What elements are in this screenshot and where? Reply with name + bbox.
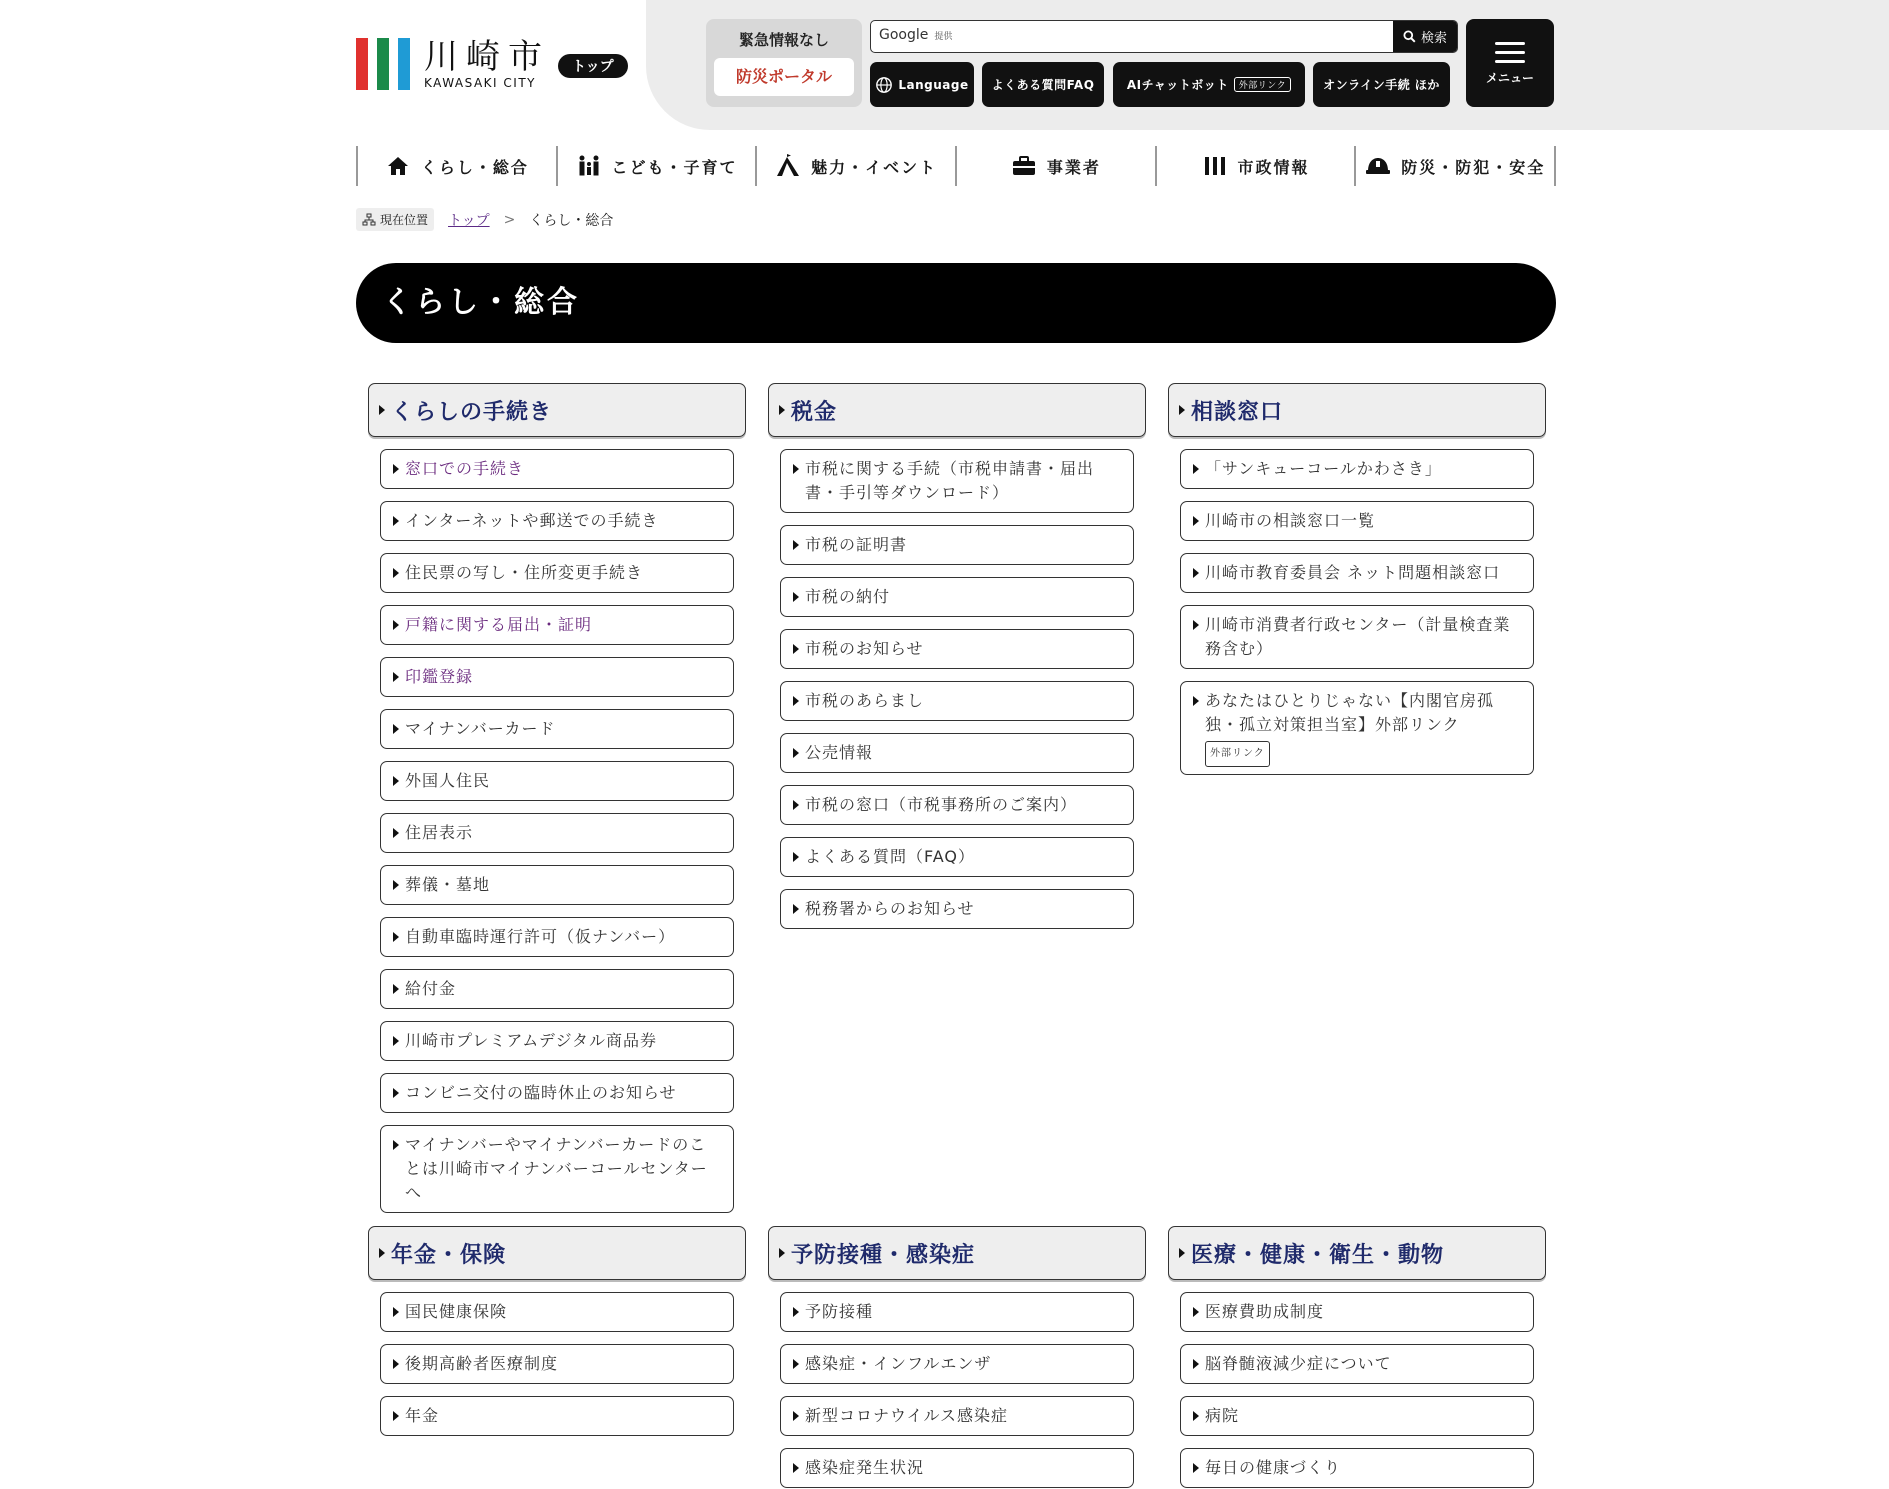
link-label: コンビニ交付の臨時休止のお知らせ bbox=[405, 1083, 677, 1102]
triangle-right-icon bbox=[1193, 464, 1199, 474]
link-label: 川崎市教育委員会 ネット問題相談窓口 bbox=[1205, 563, 1501, 582]
category-link[interactable] bbox=[1180, 605, 1534, 669]
link-label: 公売情報 bbox=[805, 743, 874, 762]
pillars-icon bbox=[1202, 153, 1228, 179]
category-link[interactable] bbox=[380, 501, 734, 541]
breadcrumb-current: くらし・総合 bbox=[529, 212, 614, 229]
category-link-list bbox=[1180, 1292, 1534, 1488]
link-label: 税務署からのお知らせ bbox=[805, 899, 975, 918]
link-label: インターネットや郵送での手続き bbox=[405, 511, 659, 530]
external-link-badge: 外部リンク bbox=[1234, 77, 1291, 92]
category-link[interactable] bbox=[780, 681, 1134, 721]
triangle-right-icon bbox=[393, 1359, 399, 1369]
triangle-right-icon bbox=[379, 405, 385, 415]
category-link[interactable] bbox=[380, 1292, 734, 1332]
category-link-list bbox=[780, 449, 1134, 929]
category-link[interactable] bbox=[380, 605, 734, 645]
language-button[interactable]: Language bbox=[870, 62, 974, 107]
emergency-status: 緊急情報なし bbox=[738, 31, 829, 49]
gnav-item-children[interactable]: こども・子育て bbox=[556, 146, 756, 186]
category-link[interactable] bbox=[780, 629, 1134, 669]
search-input[interactable]: Google 提供 bbox=[879, 27, 953, 43]
triangle-right-icon bbox=[379, 1248, 385, 1258]
disaster-portal-button[interactable]: 防災ポータル bbox=[714, 58, 854, 96]
breadcrumb-separator: > bbox=[503, 211, 516, 228]
logo-kanji: 川崎市 bbox=[424, 37, 550, 77]
helmet-icon bbox=[1365, 153, 1391, 179]
link-label: 脳脊髄液減少症について bbox=[1205, 1354, 1392, 1373]
search-icon bbox=[1403, 30, 1416, 43]
triangle-right-icon bbox=[393, 1140, 399, 1150]
triangle-right-icon bbox=[393, 568, 399, 578]
triangle-right-icon bbox=[1193, 1359, 1199, 1369]
triangle-right-icon bbox=[1193, 696, 1199, 706]
triangle-right-icon bbox=[1193, 1307, 1199, 1317]
external-link-badge: 外部リンク bbox=[1205, 741, 1270, 767]
triangle-right-icon bbox=[793, 1411, 799, 1421]
triangle-right-icon bbox=[793, 644, 799, 654]
link-label: 医療費助成制度 bbox=[1205, 1302, 1325, 1321]
category-link[interactable] bbox=[380, 813, 734, 853]
link-label: 住民票の写し・住所変更手続き bbox=[405, 563, 644, 582]
category-link[interactable] bbox=[780, 733, 1134, 773]
category-section bbox=[768, 383, 1146, 941]
category-title: くらしの手続き bbox=[391, 399, 553, 425]
category-link[interactable] bbox=[780, 1344, 1134, 1384]
category-link[interactable] bbox=[780, 1292, 1134, 1332]
triangle-right-icon bbox=[393, 776, 399, 786]
emergency-box bbox=[706, 19, 862, 107]
link-label: 川崎市プレミアムデジタル商品券 bbox=[405, 1031, 657, 1050]
category-section bbox=[368, 1226, 746, 1448]
link-label: 市税に関する手続（市税申請書・届出書・手引等ダウンロード） bbox=[805, 459, 1095, 502]
link-label: 市税のあらまし bbox=[805, 691, 925, 710]
triangle-right-icon bbox=[1193, 1411, 1199, 1421]
category-section bbox=[1168, 1226, 1546, 1489]
triangle-right-icon bbox=[393, 620, 399, 630]
link-label: 市税のお知らせ bbox=[805, 639, 924, 658]
link-label: 葬儀・墓地 bbox=[405, 875, 491, 894]
gnav-item-city-info[interactable]: 市政情報 bbox=[1155, 146, 1355, 186]
link-label: 感染症発生状況 bbox=[805, 1458, 925, 1477]
category-section bbox=[768, 1226, 1146, 1489]
category-link[interactable] bbox=[1180, 1344, 1534, 1384]
link-label: 給付金 bbox=[405, 979, 457, 998]
link-label: あなたはひとりじゃない【内閣官房孤独・孤立対策担当室】外部リンク bbox=[1205, 691, 1495, 734]
link-label: 窓口での手続き bbox=[405, 459, 525, 478]
link-label: 新型コロナウイルス感染症 bbox=[805, 1406, 1009, 1425]
link-label: よくある質問（FAQ） bbox=[805, 847, 975, 866]
category-heading[interactable] bbox=[768, 383, 1146, 437]
page-title: くらし・総合 bbox=[356, 263, 1556, 343]
link-label: 戸籍に関する届出・証明 bbox=[405, 615, 593, 634]
link-label: マイナンバーカード bbox=[405, 719, 556, 738]
site-logo[interactable] bbox=[356, 38, 550, 90]
mountain-flag-icon bbox=[775, 153, 801, 179]
triangle-right-icon bbox=[393, 464, 399, 474]
category-link[interactable] bbox=[780, 525, 1134, 565]
category-link[interactable] bbox=[1180, 1292, 1534, 1332]
category-title: 相談窓口 bbox=[1191, 399, 1284, 425]
family-icon bbox=[576, 153, 602, 179]
link-label: 「サンキューコールかわさき」 bbox=[1205, 459, 1442, 478]
briefcase-icon bbox=[1011, 153, 1037, 179]
link-label: 住居表示 bbox=[405, 823, 474, 842]
gnav-item-safety[interactable]: 防災・防犯・安全 bbox=[1354, 146, 1556, 186]
triangle-right-icon bbox=[393, 1411, 399, 1421]
category-link[interactable] bbox=[780, 837, 1134, 877]
triangle-right-icon bbox=[393, 932, 399, 942]
triangle-right-icon bbox=[793, 1359, 799, 1369]
house-icon bbox=[385, 153, 411, 179]
category-link[interactable] bbox=[780, 785, 1134, 825]
category-link-list bbox=[380, 1292, 734, 1436]
triangle-right-icon bbox=[793, 852, 799, 862]
search-button[interactable]: 検索 bbox=[1393, 21, 1457, 52]
triangle-right-icon bbox=[793, 696, 799, 706]
triangle-right-icon bbox=[1193, 620, 1199, 630]
online-procedures-button[interactable]: オンライン手続 ほか bbox=[1313, 62, 1450, 107]
logo-roman: KAWASAKI CITY bbox=[424, 76, 536, 90]
category-link[interactable] bbox=[380, 969, 734, 1009]
category-section bbox=[368, 383, 746, 1225]
gnav-item-attractions[interactable]: 魅力・イベント bbox=[755, 146, 955, 186]
category-link[interactable] bbox=[1180, 501, 1534, 541]
triangle-right-icon bbox=[779, 1248, 785, 1258]
category-title: 医療・健康・衛生・動物 bbox=[1191, 1242, 1445, 1268]
category-link[interactable] bbox=[380, 553, 734, 593]
category-title: 税金 bbox=[791, 399, 838, 425]
link-label: 市税の証明書 bbox=[805, 535, 908, 554]
global-nav bbox=[356, 146, 1556, 186]
logo-bars bbox=[356, 38, 410, 90]
triangle-right-icon bbox=[793, 1307, 799, 1317]
category-title: 年金・保険 bbox=[391, 1242, 507, 1268]
category-heading[interactable] bbox=[1168, 1226, 1546, 1280]
triangle-right-icon bbox=[793, 748, 799, 758]
top-link[interactable]: トップ bbox=[558, 54, 628, 78]
triangle-right-icon bbox=[393, 1036, 399, 1046]
hamburger-icon bbox=[1495, 42, 1525, 63]
category-link[interactable] bbox=[380, 761, 734, 801]
category-section bbox=[1168, 383, 1546, 787]
ai-chatbot-button[interactable]: AIチャットボット 外部リンク bbox=[1113, 62, 1305, 107]
category-link[interactable] bbox=[780, 1396, 1134, 1436]
faq-button[interactable]: よくある質問FAQ bbox=[982, 62, 1104, 107]
link-label: 市税の窓口（市税事務所のご案内） bbox=[805, 795, 1078, 814]
category-link[interactable] bbox=[1180, 449, 1534, 489]
link-label: 感染症・インフルエンザ bbox=[805, 1354, 992, 1373]
triangle-right-icon bbox=[393, 1307, 399, 1317]
breadcrumb bbox=[356, 208, 613, 231]
sitemap-icon bbox=[362, 213, 376, 227]
triangle-right-icon bbox=[1193, 516, 1199, 526]
category-link[interactable] bbox=[380, 657, 734, 697]
category-link[interactable] bbox=[1180, 681, 1534, 775]
gnav-item-business[interactable]: 事業者 bbox=[955, 146, 1155, 186]
triangle-right-icon bbox=[793, 904, 799, 914]
link-label: 印鑑登録 bbox=[405, 667, 474, 686]
link-label: 外国人住民 bbox=[405, 771, 491, 790]
link-label: 国民健康保険 bbox=[405, 1302, 508, 1321]
category-heading[interactable] bbox=[768, 1226, 1146, 1280]
gnav-item-living[interactable]: くらし・総合 bbox=[356, 146, 556, 186]
category-link[interactable] bbox=[380, 917, 734, 957]
category-link[interactable] bbox=[1180, 1396, 1534, 1436]
category-link[interactable] bbox=[780, 449, 1134, 513]
link-label: 病院 bbox=[1205, 1406, 1240, 1425]
triangle-right-icon bbox=[793, 1463, 799, 1473]
triangle-right-icon bbox=[1193, 1463, 1199, 1473]
link-label: 年金 bbox=[405, 1406, 440, 1425]
category-title: 予防接種・感染症 bbox=[791, 1242, 976, 1268]
category-link[interactable] bbox=[380, 1073, 734, 1113]
category-link[interactable] bbox=[380, 1021, 734, 1061]
link-label: 毎日の健康づくり bbox=[1205, 1458, 1342, 1477]
search-box bbox=[870, 20, 1458, 53]
category-heading[interactable] bbox=[368, 1226, 746, 1280]
category-link[interactable] bbox=[1180, 1448, 1534, 1488]
category-link-list bbox=[1180, 449, 1534, 775]
category-heading[interactable] bbox=[1168, 383, 1546, 437]
triangle-right-icon bbox=[779, 405, 785, 415]
link-label: 川崎市の相談窓口一覧 bbox=[1205, 511, 1376, 530]
link-label: 市税の納付 bbox=[805, 587, 891, 606]
triangle-right-icon bbox=[793, 592, 799, 602]
globe-icon bbox=[875, 76, 893, 94]
triangle-right-icon bbox=[793, 464, 799, 474]
category-heading[interactable] bbox=[368, 383, 746, 437]
category-link[interactable] bbox=[380, 865, 734, 905]
triangle-right-icon bbox=[393, 828, 399, 838]
link-label: 川崎市消費者行政センター（計量検査業務含む） bbox=[1205, 615, 1511, 658]
category-link[interactable] bbox=[780, 889, 1134, 929]
category-link-list bbox=[380, 449, 734, 1213]
triangle-right-icon bbox=[1193, 568, 1199, 578]
category-link[interactable] bbox=[1180, 553, 1534, 593]
triangle-right-icon bbox=[393, 1088, 399, 1098]
triangle-right-icon bbox=[793, 540, 799, 550]
link-label: 自動車臨時運行許可（仮ナンバー） bbox=[405, 927, 676, 946]
link-label: 予防接種 bbox=[805, 1302, 874, 1321]
triangle-right-icon bbox=[1179, 1248, 1185, 1258]
triangle-right-icon bbox=[393, 880, 399, 890]
triangle-right-icon bbox=[393, 516, 399, 526]
current-location-label: 現在位置 bbox=[356, 208, 434, 231]
breadcrumb-top-link[interactable]: トップ bbox=[448, 212, 490, 229]
triangle-right-icon bbox=[793, 800, 799, 810]
category-link[interactable] bbox=[380, 1125, 734, 1213]
link-label: マイナンバーやマイナンバーカードのことは川崎市マイナンバーコールセンターへ bbox=[405, 1135, 708, 1202]
triangle-right-icon bbox=[393, 724, 399, 734]
triangle-right-icon bbox=[393, 672, 399, 682]
category-link[interactable] bbox=[380, 1344, 734, 1384]
category-link[interactable] bbox=[380, 709, 734, 749]
category-link-list bbox=[780, 1292, 1134, 1488]
triangle-right-icon bbox=[393, 984, 399, 994]
category-link[interactable] bbox=[780, 1448, 1134, 1488]
link-label: 後期高齢者医療制度 bbox=[405, 1354, 559, 1373]
category-link[interactable] bbox=[780, 577, 1134, 617]
triangle-right-icon bbox=[1179, 405, 1185, 415]
category-link[interactable] bbox=[380, 1396, 734, 1436]
category-link[interactable] bbox=[380, 449, 734, 489]
menu-button[interactable]: メニュー bbox=[1466, 19, 1554, 107]
